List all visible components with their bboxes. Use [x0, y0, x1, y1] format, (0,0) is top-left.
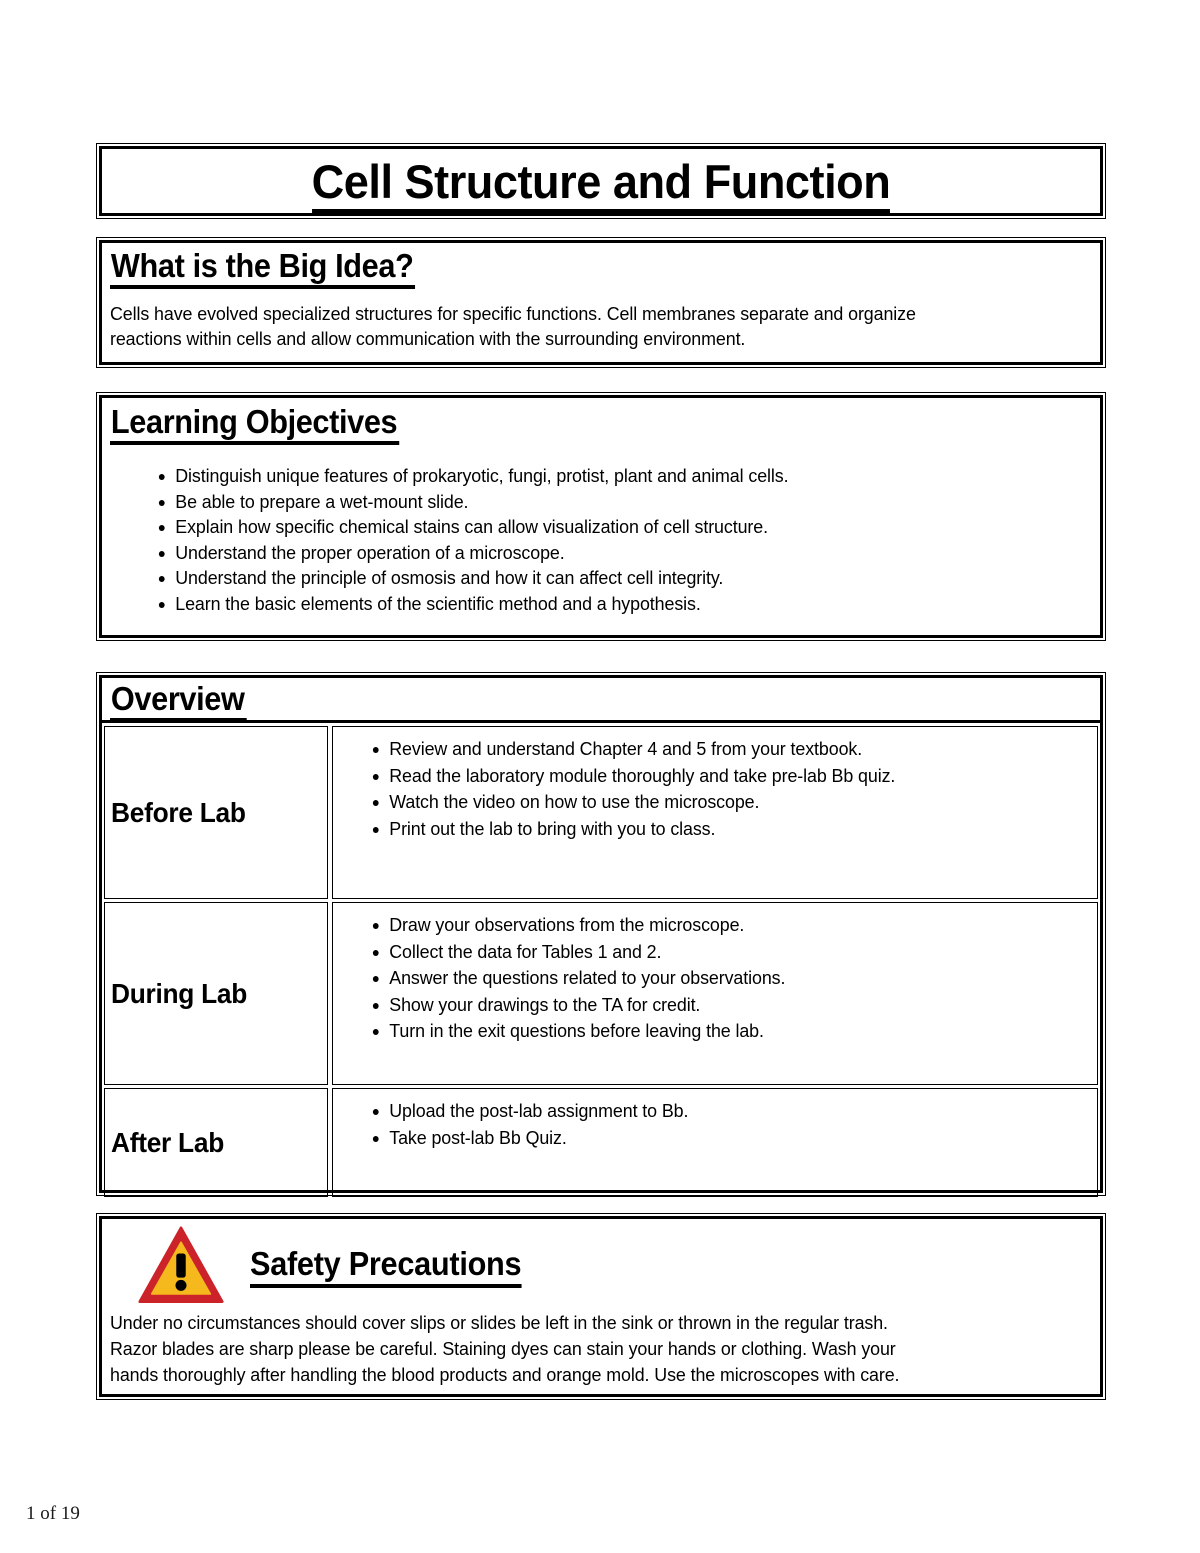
- big-idea-box: [96, 237, 1106, 368]
- table-row-content-before-lab: [332, 726, 1098, 899]
- big-idea-line-1: Cells have evolved specialized structures for specific functions. Cell membranes separate and organize: [110, 303, 916, 324]
- list-item: Read the laboratory module thoroughly and take pre-lab Bb quiz.: [369, 763, 1066, 790]
- table-row-label-after-lab: [104, 1088, 328, 1197]
- list-item: Distinguish unique features of prokaryotic, fungi, protist, plant and animal cells.: [155, 463, 1061, 489]
- table-row: [102, 723, 1100, 899]
- overview-heading: Overview: [110, 681, 246, 722]
- list-item: Turn in the exit questions before leaving the lab.: [369, 1018, 1066, 1045]
- list-item: Review and understand Chapter 4 and 5 from your textbook.: [369, 736, 1066, 763]
- safety-precautions-box: [96, 1213, 1106, 1400]
- list-item: Watch the video on how to use the microscope.: [369, 789, 1066, 816]
- page-title: [122, 149, 1080, 215]
- table-row: [102, 899, 1100, 1085]
- safety-precautions-text: [110, 1310, 1092, 1388]
- during-lab-list: [369, 912, 1091, 1045]
- page-title-text: Cell Structure and Function: [312, 155, 891, 214]
- table-row: [102, 1085, 1100, 1197]
- list-item: Learn the basic elements of the scientific method and a hypothesis.: [155, 591, 1061, 617]
- list-item: Be able to prepare a wet-mount slide.: [155, 489, 1061, 515]
- table-row-label-text: During Lab: [111, 977, 248, 1009]
- safety-line-2: Razor blades are sharp please be careful. Staining dyes can stain your hands or clothing. Wash your: [110, 1338, 896, 1359]
- after-lab-list: [369, 1098, 1091, 1151]
- list-item: Understand the proper operation of a microscope.: [155, 540, 1061, 566]
- list-item: Print out the lab to bring with you to class.: [369, 816, 1066, 843]
- document-title-box: [96, 143, 1106, 219]
- big-idea-heading: What is the Big Idea?: [110, 248, 415, 289]
- table-row-label-before-lab: [104, 726, 328, 899]
- list-item: Understand the principle of osmosis and how it can affect cell integrity.: [155, 565, 1061, 591]
- overview-header-row: [102, 678, 1100, 723]
- table-row-label-during-lab: [104, 902, 328, 1085]
- list-item: Draw your observations from the microscope.: [369, 912, 1066, 939]
- overview-table: [96, 672, 1106, 1196]
- list-item: Answer the questions related to your observations.: [369, 965, 1066, 992]
- warning-triangle-icon: [138, 1226, 224, 1305]
- table-row-label-text: After Lab: [111, 1126, 224, 1158]
- big-idea-text: [110, 301, 1060, 351]
- learning-objectives-heading: Learning Objectives: [110, 404, 399, 445]
- list-item: Collect the data for Tables 1 and 2.: [369, 939, 1066, 966]
- page-number-footer: 1 of 19: [26, 1503, 80, 1524]
- safety-precautions-heading: Safety Precautions: [250, 1245, 521, 1288]
- table-row-label-text: Before Lab: [111, 796, 246, 828]
- table-row-content-during-lab: [332, 902, 1098, 1085]
- big-idea-line-2: reactions within cells and allow communication with the surrounding environment.: [110, 328, 746, 349]
- learning-objectives-list: [155, 463, 1094, 616]
- list-item: Explain how specific chemical stains can allow visualization of cell structure.: [155, 514, 1061, 540]
- list-item: Upload the post-lab assignment to Bb.: [369, 1098, 1066, 1125]
- list-item: Show your drawings to the TA for credit.: [369, 992, 1066, 1019]
- safety-line-3: hands thoroughly after handling the blood products and orange mold. Use the microscopes with care.: [110, 1364, 900, 1385]
- table-row-content-after-lab: [332, 1088, 1098, 1197]
- before-lab-list: [369, 736, 1091, 842]
- learning-objectives-box: [96, 392, 1106, 641]
- list-item: Take post-lab Bb Quiz.: [369, 1125, 1066, 1152]
- safety-line-1: Under no circumstances should cover slips or slides be left in the sink or thrown in the regular trash.: [110, 1312, 888, 1333]
